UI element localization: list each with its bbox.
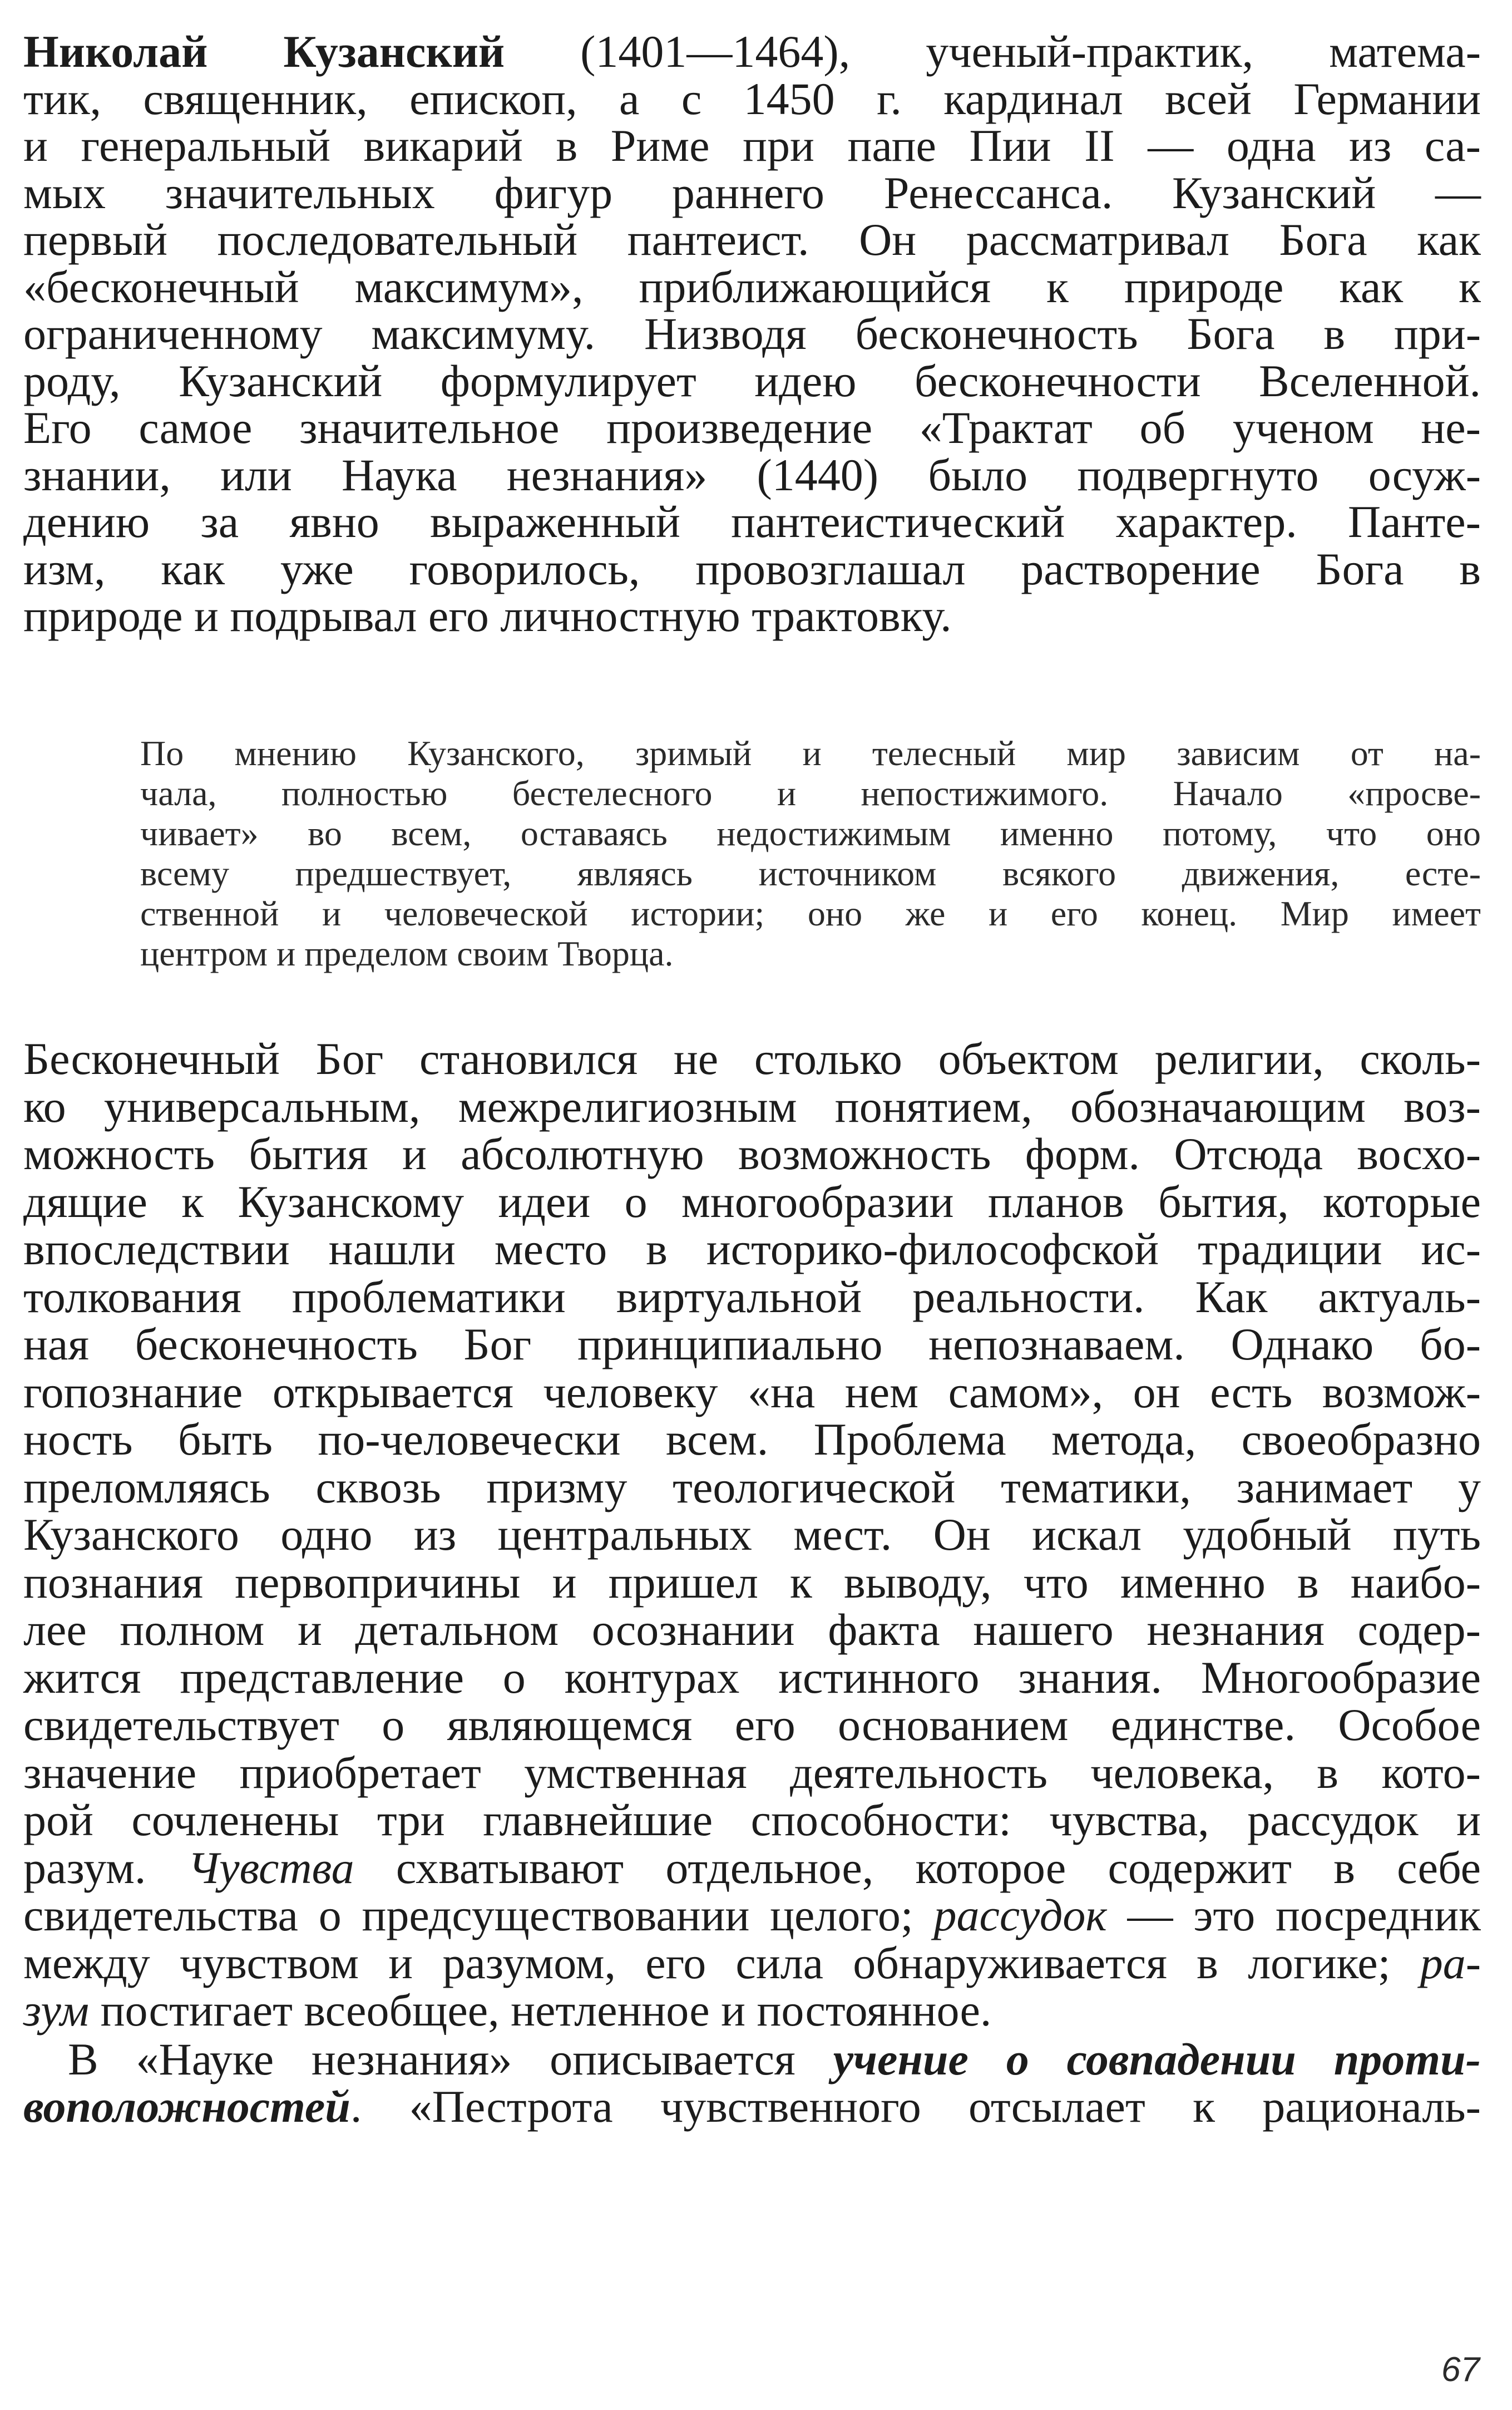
text-segment: и генеральный викарий в Риме при папе Пии II — одна из са-: [23, 120, 1481, 171]
emphasis-text: воположностей: [23, 2081, 350, 2132]
text-line: [23, 449, 1481, 500]
text-segment: свидетельствует о являющемся его основанием единстве. Особое: [23, 1699, 1481, 1750]
text-line: [23, 1271, 1481, 1322]
text-segment: роду, Кузанский формулирует идею бесконечности Вселенной.: [23, 355, 1481, 406]
emphasis-text: ра-: [1420, 1937, 1481, 1988]
text-segment: рой сочленены три главнейшие способности: чувства, рассудок и: [23, 1795, 1481, 1845]
text-line: [23, 1699, 1481, 1750]
text-line: [23, 26, 1481, 77]
text-line: [140, 816, 1481, 851]
text-line: [23, 1176, 1481, 1227]
text-line: [23, 1747, 1481, 1798]
text-line: [23, 1414, 1481, 1465]
text-line: [23, 1985, 1481, 2036]
text-segment: «бесконечный максимум», приближающийся к природе как к: [23, 261, 1481, 312]
text-line: [23, 1366, 1481, 1417]
text-segment: чала, полностью бестелесного и непостижимого. Начало «просве-: [140, 773, 1481, 813]
text-segment: изм, как уже говорилось, провозглашал растворение Бога в: [23, 543, 1481, 594]
text-line: [23, 1226, 1481, 1272]
text-segment: свидетельства о предсуществовании целого;: [23, 1890, 934, 1940]
text-line: [23, 1797, 1481, 1843]
text-segment: . «Пестрота чувственного отсылает к рациональ-: [350, 2081, 1481, 2132]
text-line: [23, 73, 1481, 124]
text-segment: центром и пределом своим Творца.: [140, 934, 674, 973]
emphasis-text: зум: [23, 1985, 90, 2036]
text-line: [23, 261, 1481, 312]
text-segment: познания первопричины и пришел к выводу, что именно в наибо-: [23, 1556, 1481, 1608]
text-segment: знании, или Наука незнания» (1440) было подвергнуто осуж-: [23, 449, 1481, 500]
text-segment: Его самое значительное произведение «Трактат об ученом не-: [23, 402, 1481, 453]
text-segment: мых значительных фигур раннего Ренессанса. Кузанский —: [23, 167, 1481, 218]
text-line: [23, 120, 1481, 171]
text-segment: постигает всеобщее, нетленное и постоянное.: [89, 1985, 992, 2036]
text-line: [23, 590, 1481, 641]
text-line: [23, 402, 1481, 453]
text-segment: ность быть по-человечески всем. Проблема метода, своеобразно: [23, 1414, 1481, 1465]
text-segment: впоследствии нашли место в историко-философской традиции ис-: [23, 1224, 1481, 1274]
text-line: [23, 2081, 1481, 2132]
text-line: [140, 936, 1481, 972]
text-segment: Кузанского одно из центральных мест. Он искал удобный путь: [23, 1509, 1481, 1560]
text-line: [140, 856, 1481, 891]
text-segment: всему предшествует, являясь источником всякого движения, есте-: [140, 854, 1481, 893]
text-line: [23, 1937, 1481, 1988]
text-segment: чивает» во всем, оставаясь недостижимым именно потому, что оно: [140, 814, 1481, 853]
text-line: [23, 1509, 1481, 1560]
text-line: [23, 1604, 1481, 1655]
text-segment: (1401—1464), ученый-практик, матема-: [505, 26, 1481, 77]
text-line: [23, 496, 1481, 547]
text-segment: преломляясь сквозь призму теологической тематики, занимает у: [23, 1461, 1481, 1512]
text-segment: толкования проблематики виртуальной реальности. Как актуаль-: [23, 1271, 1481, 1322]
text-line: [23, 167, 1481, 218]
text-line: [23, 1128, 1481, 1179]
text-line: [23, 1033, 1481, 1084]
text-segment: ная бесконечность Бог принципиально непознаваем. Однако бо-: [23, 1319, 1481, 1369]
text-line: [140, 896, 1481, 932]
text-segment: природе и подрывал его личностную трактовку.: [23, 590, 952, 641]
text-segment: дящие к Кузанскому идеи о многообразии планов бытия, которые: [23, 1176, 1481, 1227]
text-segment: ко универсальным, межрелигиозным понятием, обозначающим воз-: [23, 1081, 1481, 1132]
page-number: 67: [1441, 2350, 1480, 2389]
text-segment: схватывают отдельное, которое содержит в себе: [354, 1842, 1481, 1893]
text-segment: Бесконечный Бог становился не столько объектом религии, сколь-: [23, 1033, 1481, 1084]
emphasis-text: рассудок: [933, 1890, 1107, 1940]
text-segment: В «Науке незнания» описывается: [68, 2034, 833, 2084]
text-line: [23, 1556, 1481, 1608]
text-line: [140, 773, 1481, 813]
text-segment: ограниченному максимуму. Низводя бесконечность Бога в при-: [23, 308, 1481, 359]
text-segment: можность бытия и абсолютную возможность форм. Отсюда восхо-: [23, 1128, 1481, 1179]
text-segment: лее полном и детальном осознании факта нашего незнания содер-: [23, 1604, 1481, 1655]
text-line: [140, 733, 1481, 773]
text-segment: По мнению Кузанского, зримый и телесный мир зависим от на-: [140, 733, 1481, 773]
text-segment: между чувством и разумом, его сила обнаруживается в логике;: [23, 1937, 1420, 1988]
text-segment: ственной и человеческой истории; оно же и его конец. Мир имеет: [140, 894, 1481, 933]
text-segment: гопознание открывается человеку «на нем самом», он есть возмож-: [23, 1366, 1481, 1417]
emphasis-text: Чувства: [187, 1842, 354, 1893]
emphasis-text: учение о совпадении проти-: [833, 2034, 1481, 2084]
text-line: [23, 1892, 1481, 1938]
text-segment: разум.: [23, 1842, 188, 1893]
text-line: [23, 1081, 1481, 1132]
text-line: [23, 543, 1481, 594]
emphasis-text: Николай Кузанский: [23, 26, 505, 77]
text-line: [23, 308, 1481, 359]
text-segment: жится представление о контурах истинного знания. Многообразие: [23, 1652, 1481, 1703]
text-line: [23, 1652, 1481, 1703]
text-segment: значение приобретает умственная деятельность человека, в кото-: [23, 1747, 1481, 1798]
text-segment: — это посредник: [1106, 1890, 1481, 1940]
text-line: [23, 214, 1481, 265]
text-segment: тик, священник, епископ, а с 1450 г. кардинал всей Германии: [23, 73, 1481, 124]
text-line: [23, 1461, 1481, 1512]
text-segment: дению за явно выраженный пантеистический характер. Панте-: [23, 496, 1481, 547]
text-segment: первый последовательный пантеист. Он рассматривал Бога как: [23, 214, 1481, 265]
text-line: [23, 1319, 1481, 1369]
text-line: [23, 355, 1481, 406]
text-line: [23, 1842, 1481, 1893]
text-line: [68, 2034, 1481, 2084]
